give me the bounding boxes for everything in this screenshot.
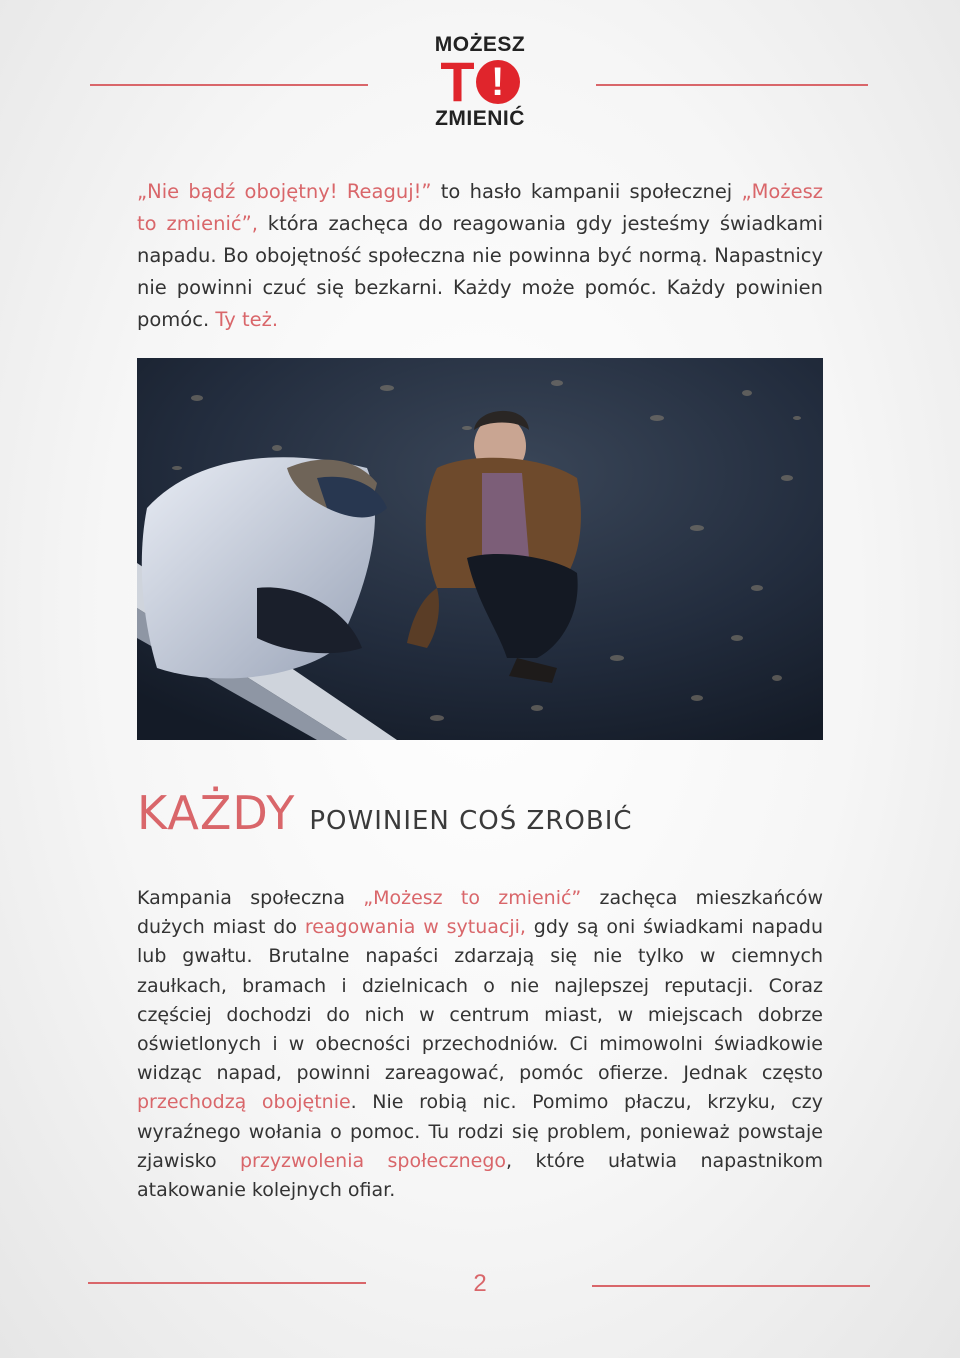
photo-two-people-night-scene-icon xyxy=(137,358,823,740)
body-text-2: zachęca mieszkańców dużych miast do xyxy=(137,887,823,939)
footer-rule-left xyxy=(88,1282,366,1284)
header-rule-left xyxy=(90,84,368,86)
page-number: 2 xyxy=(473,1270,487,1297)
body-paragraph xyxy=(137,884,823,1205)
exclamation-icon: ! xyxy=(476,60,520,104)
body-highlight-react: reagowania w sytuacji, xyxy=(304,916,526,939)
intro-text-2: która zachęca do reagowania gdy jesteśmy świadkami napadu. Bo obojętność społeczna nie powinna być normą. Napastnicy nie powinni czuć się bezkarni. Każdy może pomóc. Każdy powinien pomóc. xyxy=(137,212,823,331)
intro-you-too: Ty też. xyxy=(215,308,279,331)
heading-emphasis: KAŻDY xyxy=(137,786,296,840)
footer-rule-right xyxy=(592,1285,870,1287)
intro-text-1: to hasło kampanii społecznej xyxy=(431,180,742,203)
logo-line-2 xyxy=(420,50,540,113)
body-text-4: . Nie robią nic. Pomimo płaczu, krzyku, czy wyraźnego wołania o pomoc. Tu rodzi się problem, ponieważ powstaje zjawisko xyxy=(137,1091,823,1172)
body-highlight-consent: przyzwolenia społecznego xyxy=(239,1149,507,1172)
logo-line-3: ZMIENIĆ xyxy=(435,107,525,130)
intro-campaign-name: „Możesz to zmienić”, xyxy=(137,180,823,235)
intro-slogan: „Nie bądź obojętny! Reaguj!” xyxy=(137,180,432,203)
logo-line-1: MOŻESZ xyxy=(434,33,526,56)
logo-letter-t: T xyxy=(440,50,475,113)
body-highlight-indifferent: przechodzą obojętnie xyxy=(137,1091,351,1114)
body-text-3: gdy są oni świadkami napadu lub gwałtu. Brutalne napaści zdarzają się nie tylko w ciemnych zaułkach, bramach i dzielnicach o nie najlepszej reputacji. Coraz częściej dochodzi do nich w centrum miast, w miejscach dobrze oświetlonych i w obecności przechodniów. Ci mimowolni świadkowie widząc napad, powinni zareagować, pomóc ofierze. Jednak często xyxy=(137,916,824,1085)
body-text-5: , które ułatwia napastnikom atakowanie kolejnych ofiar. xyxy=(137,1149,823,1202)
intro-paragraph xyxy=(137,176,823,336)
heading-rest: POWINIEN COŚ ZROBIĆ xyxy=(309,806,633,836)
header-rule-right xyxy=(596,84,868,86)
section-heading xyxy=(137,786,837,840)
campaign-logo xyxy=(420,34,540,134)
campaign-photo xyxy=(137,358,823,740)
body-campaign-name: „Możesz to zmienić” xyxy=(363,887,582,909)
body-text-1: Kampania społeczna xyxy=(137,887,364,909)
